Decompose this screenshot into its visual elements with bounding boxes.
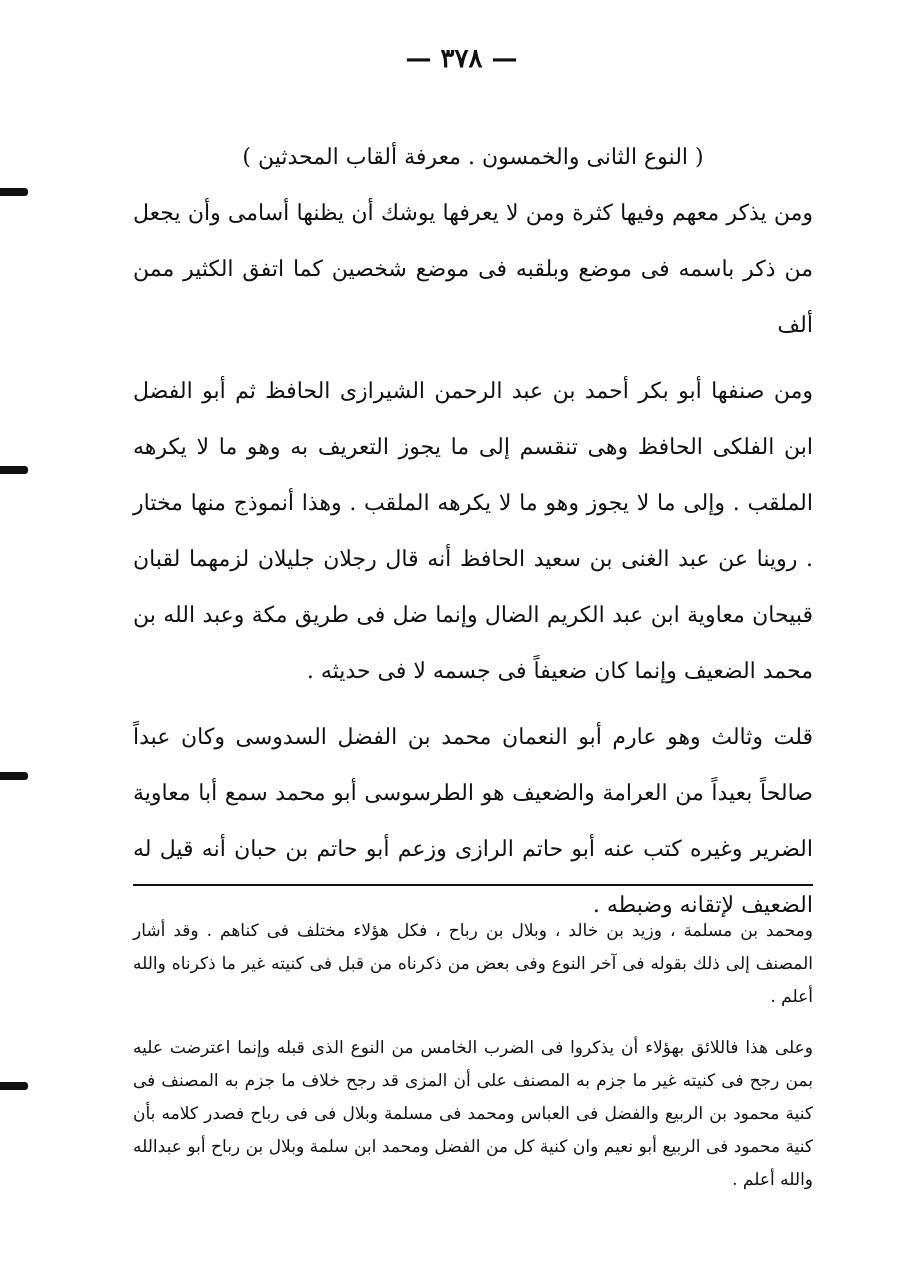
footnote-paragraph: ومحمد بن مسلمة ، وزيد بن خالد ، وبلال بن رباح ، فكل هؤلاء مختلف فى كناهم . وقد أشار المصنف إلى ذلك بقوله فى آخر النوع وفى بعض من ذكرناه من قبل فى كنيته غير ما ذكرناه والله أعلم .	[133, 921, 813, 1007]
main-text	[133, 130, 813, 934]
footnote-divider	[133, 884, 813, 886]
body-paragraph: قلت وثالث وهو عارم أبو النعمان محمد بن الفضل السدوسى وكان عبداً صالحاً بعيداً من العرامة والضعيف هو الطرسوسى أبو محمد سمع أبا معاوية الضرير وغيره كتب عنه أبو حاتم الرازى وزعم أبو حاتم بن حبان أنه قيل له الضعيف لإتقانه وضبطه .	[133, 725, 813, 918]
binding-hole-mark	[0, 1082, 28, 1090]
section-heading: ( النوع الثانى والخمسون . معرفة ألقاب المحدثين )	[242, 145, 704, 170]
page-number: — ٣٧٨ —	[405, 44, 518, 74]
binding-hole-mark	[0, 466, 28, 474]
binding-hole-mark	[0, 188, 28, 196]
footnote-paragraph: وعلى هذا فاللائق بهؤلاء أن يذكروا فى الضرب الخامس من النوع الذى قبله وإنما اعترضت عليه بمن رجح فى كنيته غير ما جزم به المصنف على أن المزى قد رجح خلاف ما جزم به المصنف فى كنية محمود بن الربيع والفضل فى العباس ومحمد فى مسلمة وبلال فى فى رباح فصدر كلامه بأن كنية محمود فى الربيع أبو نعيم وان كنية كل من الفضل ومحمد ابن سلمة وبلال بن رباح أبو عبدالله والله أعلم .	[133, 1038, 813, 1190]
footnotes	[133, 915, 813, 1197]
body-paragraph: ومن يذكر معهم وفيها كثرة ومن لا يعرفها يوشك أن يظنها أسامى وأن يجعل من ذكر باسمه فى موضع وبلقبه فى موضع شخصين كما اتفق الكثير ممن ألف	[133, 201, 813, 338]
binding-hole-mark	[0, 772, 28, 780]
body-paragraph: ومن صنفها أبو بكر أحمد بن عبد الرحمن الشيرازى الحافظ ثم أبو الفضل ابن الفلكى الحافظ وهى تنقسم إلى ما يجوز التعريف به وهو ما لا يكرهه الملقب . وإلى ما لا يجوز وهو ما لا يكرهه الملقب . وهذا أنموذج منها مختار . روينا عن عبد الغنى بن سعيد الحافظ أنه قال رجلان جليلان لزمهما لقبان قبيحان معاوية ابن عبد الكريم الضال وإنما ضل فى طريق مكة وعبد الله بن محمد الضعيف وإنما كان ضعيفاً فى جسمه لا فى حديثه .	[133, 379, 813, 684]
